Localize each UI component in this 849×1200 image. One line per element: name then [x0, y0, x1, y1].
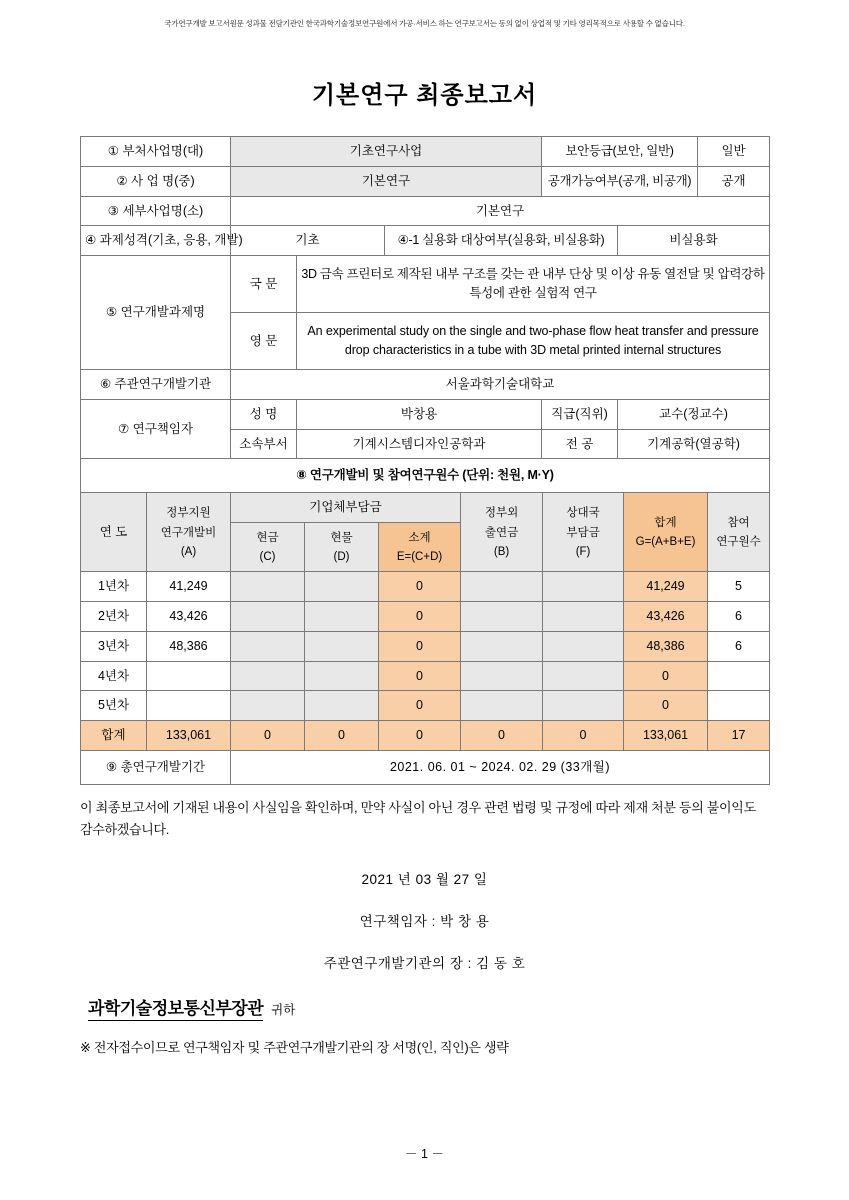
cell-total: 43,426	[624, 602, 708, 632]
cell-inkind	[305, 572, 379, 602]
col-header-inkind-line2: (D)	[333, 551, 350, 563]
report-cover-table	[80, 136, 770, 493]
col-header-nongov-contribution	[461, 493, 543, 572]
col-header-gov-line1: 정부지원	[166, 507, 211, 520]
cell-nongov	[461, 691, 543, 721]
col-header-year: 연 도	[81, 493, 147, 572]
cell-subtotal: 0	[379, 631, 461, 661]
field-label-project-title: ⑤ 연구개발과제명	[81, 256, 231, 370]
field-label-ministry-program: ① 부처사업명(대)	[81, 137, 231, 167]
signature-org-head: 주관연구개발기관의 장 : 김 동 호	[323, 956, 526, 971]
table-row	[81, 572, 770, 602]
col-header-total	[624, 493, 708, 572]
table-row	[81, 602, 770, 632]
col-header-researchers-line1: 참여	[727, 516, 750, 529]
cell-inkind	[305, 631, 379, 661]
cell-researchers: 6	[708, 602, 770, 632]
cell-cash	[231, 691, 305, 721]
field-label-pi-department: 소속부서	[231, 429, 297, 459]
cell-cash	[231, 631, 305, 661]
cell-total: 0	[624, 691, 708, 721]
addressee-row	[80, 994, 769, 1021]
col-header-subtotal	[379, 522, 461, 572]
cell-subtotal: 0	[379, 572, 461, 602]
col-header-counterpart-line2: 부담금	[566, 526, 600, 539]
cell-gov	[147, 661, 231, 691]
cell-gov-total: 133,061	[147, 721, 231, 751]
field-label-commercialization: ④-1 실용화 대상여부(실용화, 비실용화)	[385, 226, 618, 256]
cell-subtotal: 0	[379, 602, 461, 632]
cell-inkind	[305, 661, 379, 691]
field-value-ministry-program: 기초연구사업	[231, 137, 542, 167]
col-header-total-line2: G=(A+B+E)	[635, 536, 696, 549]
table-row	[81, 196, 770, 226]
field-value-host-institution: 서울과학기술대학교	[231, 370, 770, 400]
field-label-title-korean: 국 문	[231, 256, 297, 313]
col-header-gov-line2: 연구개발비	[160, 526, 217, 539]
cell-researchers	[708, 661, 770, 691]
cell-year-total: 합계	[81, 721, 147, 751]
col-header-subtotal-line1: 소계	[408, 531, 431, 544]
field-value-pi-department: 기계시스템디자인공학과	[297, 429, 542, 459]
funding-table	[80, 492, 770, 751]
period-table	[80, 750, 770, 785]
col-header-gov-line3: (A)	[180, 545, 197, 558]
col-header-total-line1: 합계	[654, 516, 677, 529]
cell-researchers: 5	[708, 572, 770, 602]
cell-subtotal: 0	[379, 691, 461, 721]
cell-inkind	[305, 602, 379, 632]
cell-gov: 48,386	[147, 631, 231, 661]
cell-counterpart-total: 0	[543, 721, 624, 751]
cell-inkind	[305, 691, 379, 721]
field-value-pi-name: 박창용	[297, 399, 542, 429]
col-header-counterpart-line1: 상대국	[566, 507, 600, 520]
funding-total-row	[81, 721, 770, 751]
cell-total: 48,386	[624, 631, 708, 661]
col-header-gov-funding	[147, 493, 231, 572]
cell-counterpart	[543, 602, 624, 632]
field-label-security-level: 보안등급(보안, 일반)	[542, 137, 698, 167]
cell-cash-total: 0	[231, 721, 305, 751]
field-value-total-period: 2021. 06. 01 ~ 2024. 02. 29 (33개월)	[231, 750, 770, 784]
addressee-minister: 과학기술정보통신부장관	[88, 994, 263, 1021]
table-row	[81, 399, 770, 429]
cell-year: 5년차	[81, 691, 147, 721]
confirmation-statement: 이 최종보고서에 기재된 내용이 사실임을 확인하며, 만약 사실이 아닌 경우 관련 법령 및 규정에 따라 제재 처분 등의 불이익도 감수하겠습니다.	[80, 799, 756, 838]
table-row	[81, 137, 770, 167]
field-value-disclosure: 공개	[698, 166, 770, 196]
table-row	[81, 256, 770, 313]
field-label-project-nature: ④ 과제성격(기초, 응용, 개발)	[81, 226, 231, 256]
cell-year: 2년차	[81, 602, 147, 632]
table-row	[81, 166, 770, 196]
signature-date: 2021 년 03 월 27 일	[361, 872, 488, 887]
signature-pi: 연구책임자 : 박 창 용	[359, 914, 490, 929]
field-label-disclosure: 공개가능여부(공개, 비공개)	[542, 166, 698, 196]
table-row	[81, 750, 770, 784]
col-header-researchers-line2: 연구원수	[716, 536, 761, 549]
field-value-pi-position: 교수(정교수)	[618, 399, 770, 429]
cell-nongov	[461, 602, 543, 632]
page-title: 기본연구 최종보고서	[311, 82, 538, 109]
cell-counterpart	[543, 691, 624, 721]
electronic-submission-note: ※ 전자접수이므로 연구책임자 및 주관연구개발기관의 장 서명(인, 직인)은 생략	[80, 1040, 509, 1055]
col-header-subtotal-line2: E=(C+D)	[396, 551, 443, 563]
cell-subtotal-total: 0	[379, 721, 461, 751]
funding-header-row	[81, 493, 770, 523]
cell-nongov	[461, 631, 543, 661]
field-label-pi-major: 전 공	[542, 429, 618, 459]
addressee-suffix: 귀하	[271, 1003, 296, 1017]
col-header-cash-line2: (C)	[259, 551, 276, 563]
cell-gov: 43,426	[147, 602, 231, 632]
field-label-program-mid: ② 사 업 명(중)	[81, 166, 231, 196]
cell-year: 3년차	[81, 631, 147, 661]
field-value-title-korean: 3D 금속 프린터로 제작된 내부 구조를 갖는 관 내부 단상 및 이상 유동 열전달 및 압력강하 특성에 관한 실험적 연구	[297, 256, 770, 313]
field-label-host-institution: ⑥ 주관연구개발기관	[81, 370, 231, 400]
field-label-pi-name: 성 명	[231, 399, 297, 429]
col-header-nongov-line2: 출연금	[484, 526, 519, 539]
field-value-title-english: An experimental study on the single and two-phase flow heat transfer and pressure drop characteristics in a tube with 3D metal printed internal structures	[297, 313, 770, 370]
table-row	[81, 691, 770, 721]
cell-researchers: 6	[708, 631, 770, 661]
funding-section-title: ⑧ 연구개발비 및 참여연구원수 (단위: 천원, M·Y)	[81, 459, 770, 493]
field-value-project-nature: 기초	[231, 226, 385, 256]
col-header-nongov-line1: 정부외	[484, 507, 519, 520]
table-row	[81, 661, 770, 691]
cell-cash	[231, 661, 305, 691]
col-header-cash	[231, 522, 305, 572]
cell-gov: 41,249	[147, 572, 231, 602]
field-label-principal-investigator: ⑦ 연구책임자	[81, 399, 231, 459]
cell-inkind-total: 0	[305, 721, 379, 751]
cell-nongov-total: 0	[461, 721, 543, 751]
table-row	[81, 459, 770, 493]
cell-counterpart	[543, 631, 624, 661]
cell-year: 4년차	[81, 661, 147, 691]
field-label-subprogram: ③ 세부사업명(소)	[81, 196, 231, 226]
field-label-total-period: ⑨ 총연구개발기간	[81, 750, 231, 784]
col-header-inkind-line1: 현물	[330, 531, 353, 544]
cell-year: 1년차	[81, 572, 147, 602]
col-header-inkind	[305, 522, 379, 572]
col-header-cash-line1: 현금	[256, 531, 279, 544]
col-header-nongov-line3: (B)	[493, 545, 510, 558]
cell-gov	[147, 691, 231, 721]
col-header-counterpart-line3: (F)	[575, 545, 591, 558]
page-number: － 1 －	[405, 1147, 444, 1161]
cell-counterpart	[543, 661, 624, 691]
cell-subtotal: 0	[379, 661, 461, 691]
col-header-researchers	[708, 493, 770, 572]
col-header-counterpart-share	[543, 493, 624, 572]
field-value-subprogram: 기본연구	[231, 196, 770, 226]
table-row	[81, 631, 770, 661]
cell-researchers	[708, 691, 770, 721]
copyright-notice: 국가연구개발 보고서원문 성과물 전담기관인 한국과학기술정보연구원에서 가공·서비스 하는 연구보고서는 동의 없이 상업적 및 기타 영리목적으로 사용할 수 없습니다.	[164, 19, 685, 28]
cell-nongov	[461, 661, 543, 691]
cell-total-total: 133,061	[624, 721, 708, 751]
cell-researchers-total: 17	[708, 721, 770, 751]
cell-cash	[231, 572, 305, 602]
field-label-title-english: 영 문	[231, 313, 297, 370]
cell-cash	[231, 602, 305, 632]
field-label-pi-position: 직급(직위)	[542, 399, 618, 429]
cell-counterpart	[543, 572, 624, 602]
field-value-pi-major: 기계공학(열공학)	[618, 429, 770, 459]
cell-total: 0	[624, 661, 708, 691]
cell-total: 41,249	[624, 572, 708, 602]
col-header-company-share: 기업체부담금	[231, 493, 461, 523]
signature-block	[80, 868, 769, 972]
cell-nongov	[461, 572, 543, 602]
table-row	[81, 370, 770, 400]
table-row	[81, 226, 770, 256]
field-value-security-level: 일반	[698, 137, 770, 167]
field-value-program-mid: 기본연구	[231, 166, 542, 196]
field-value-commercialization: 비실용화	[618, 226, 770, 256]
